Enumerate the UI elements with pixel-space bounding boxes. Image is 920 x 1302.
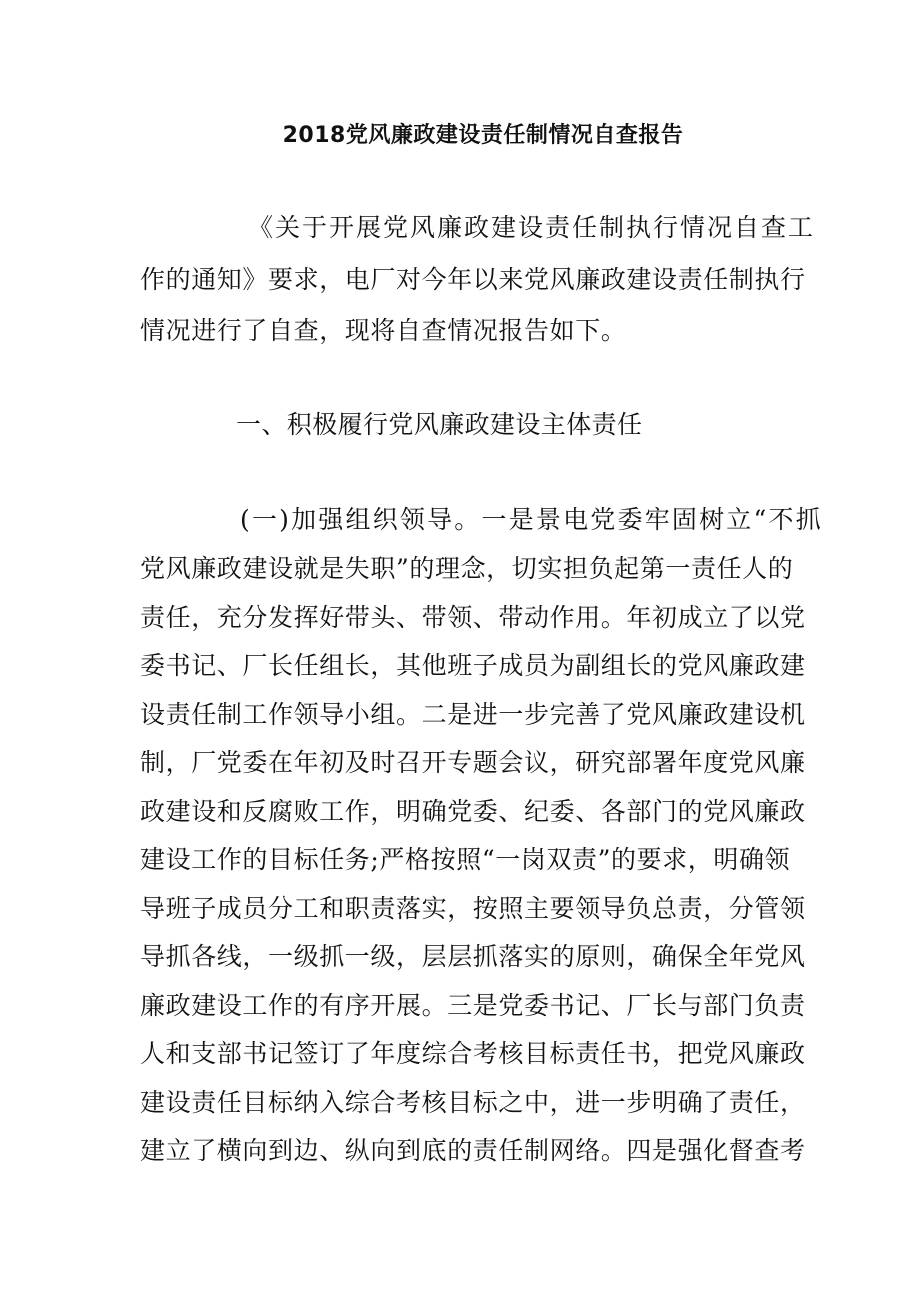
body-line-14: 建立了横向到边、纵向到底的责任制网络。四是强化督查考 [140, 1136, 806, 1165]
body-line-12: 人和支部书记签订了年度综合考核目标责任书，把党风廉政 [140, 1039, 806, 1068]
body-line-7: 政建设和反腐败工作，明确党委、纪委、各部门的党风廉政 [140, 797, 806, 826]
intro-line-1: 《关于开展党风廉政建设责任制执行情况自查工 [248, 213, 816, 242]
intro-line-2: 作的通知》要求，电厂对今年以来党风廉政建设责任制执行 [140, 265, 806, 294]
section-heading: 一、积极履行党风廉政建设主体责任 [236, 410, 643, 439]
body-line-3: 责任，充分发挥好带头、带领、带动作用。年初成立了以党 [140, 603, 806, 632]
body-line-6: 制，厂党委在年初及时召开专题会议，研究部署年度党风廉 [140, 748, 806, 777]
body-line-5: 设责任制工作领导小组。二是进一步完善了党风廉政建设机 [140, 700, 806, 729]
document-title: 2018党风廉政建设责任制情况自查报告 [282, 123, 684, 148]
body-line-11: 廉政建设工作的有序开展。三是党委书记、厂长与部门负责 [140, 991, 806, 1020]
body-line-2: 党风廉政建设就是失职”的理念，切实担负起第一责任人的 [140, 554, 794, 583]
body-line-13: 建设责任目标纳入综合考核目标之中，进一步明确了责任， [140, 1088, 806, 1117]
body-line-1: (一)加强组织领导。一是景电党委牢固树立“不抓 [240, 505, 823, 534]
body-line-9: 导班子成员分工和职责落实，按照主要领导负总责，分管领 [140, 894, 806, 923]
body-line-8: 建设工作的目标任务;严格按照“一岗双责”的要求，明确领 [140, 845, 791, 874]
body-line-10: 导抓各线，一级抓一级，层层抓落实的原则，确保全年党风 [140, 942, 806, 971]
intro-line-3: 情况进行了自查，现将自查情况报告如下。 [140, 316, 627, 345]
body-line-4: 委书记、厂长任组长，其他班子成员为副组长的党风廉政建 [140, 651, 806, 680]
